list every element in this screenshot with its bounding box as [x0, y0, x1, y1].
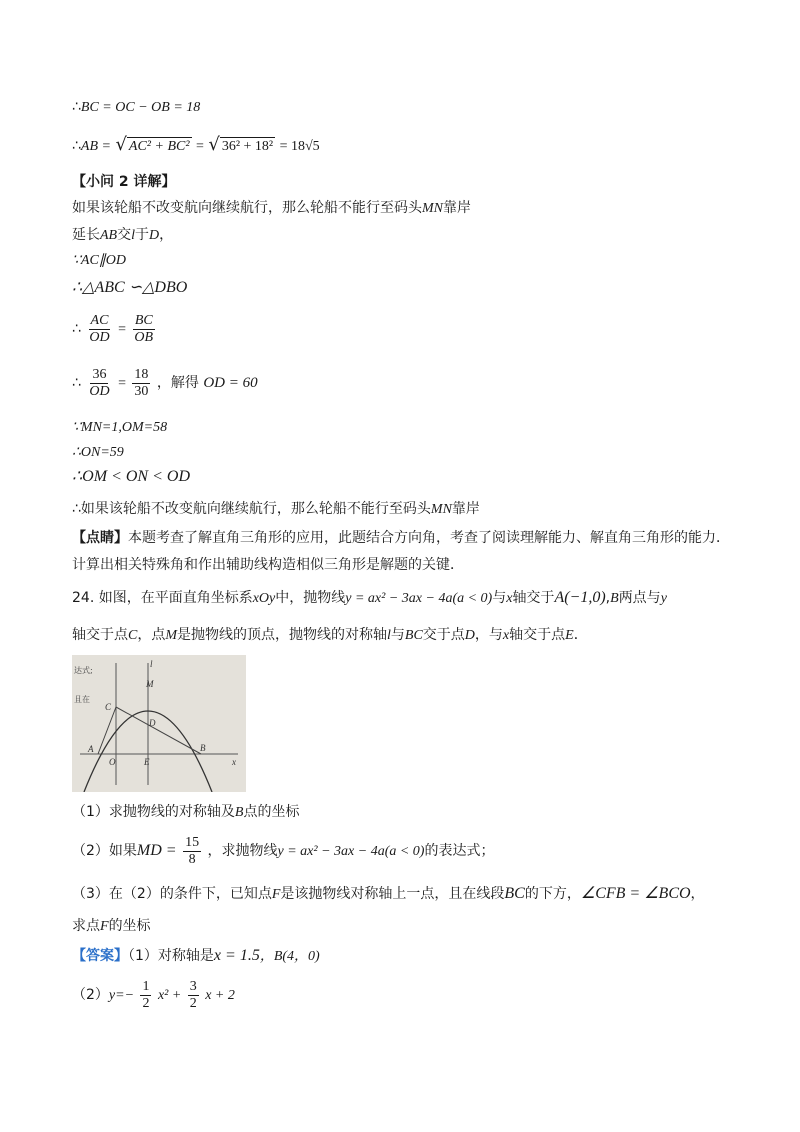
text: （2）	[72, 987, 109, 1003]
var-md: MD =	[136, 842, 177, 859]
var-x: x	[506, 591, 513, 606]
fig-text-1: 达式;	[74, 666, 93, 675]
text: y=−	[108, 988, 135, 1003]
point-b: ，B(4，0)	[259, 949, 320, 964]
fraction-18-30	[132, 367, 150, 400]
equation-ab-lhs: AB =	[80, 139, 111, 154]
label-m: M	[146, 679, 154, 689]
text: 轴交于	[512, 590, 555, 606]
var-bc: BC	[404, 628, 423, 643]
numerator: 36	[92, 366, 107, 382]
subq-1	[72, 802, 299, 823]
text: 的坐标	[108, 918, 151, 934]
text: （1）求抛物线的对称轴及	[72, 804, 235, 820]
q2-line2	[72, 225, 173, 246]
result-od: OD = 60	[203, 375, 258, 391]
var-f: F	[271, 887, 281, 902]
text: 交于点	[422, 627, 465, 643]
text: 延长	[72, 227, 100, 243]
text: 轴交于点	[509, 627, 566, 643]
text: 两点与	[618, 590, 661, 606]
label-c: C	[105, 702, 112, 712]
denominator: OB	[134, 329, 154, 345]
text: ，	[690, 886, 705, 902]
text: 交	[117, 227, 132, 243]
text: 是抛物线的顶点，抛物线的对称轴	[177, 627, 388, 643]
point-a: A(−1,0)	[554, 589, 606, 606]
subq-2	[72, 834, 494, 869]
line-bc	[72, 97, 200, 118]
equation-bc: BC = OC − OB = 18	[80, 100, 201, 115]
comment-tag: 【点睛】	[72, 530, 128, 546]
text: 与	[492, 590, 507, 606]
q2-line10	[72, 499, 480, 520]
numerator: 3	[189, 978, 197, 994]
fraction-ac-od	[87, 313, 111, 346]
denominator: OD	[89, 383, 110, 399]
comment-line1	[72, 528, 730, 548]
subq-3-line2	[72, 916, 151, 937]
numerator: 1	[142, 978, 150, 994]
var-x: x	[502, 628, 510, 643]
text: 24. 如图，在平面直角坐标系	[72, 590, 253, 606]
therefore-symbol: ∴	[72, 99, 81, 115]
parabola-equation: y = ax² − 3ax − 4a(a < 0)	[345, 591, 493, 606]
text: 中，抛物线	[275, 590, 346, 606]
subq-3-line1	[72, 884, 705, 905]
text: （3）在（2）的条件下，已知点	[72, 886, 272, 902]
denominator: 30	[134, 383, 149, 399]
problem24-line2	[72, 625, 588, 646]
var-mn: MN	[422, 201, 443, 216]
equals-sign: =	[196, 139, 204, 154]
var-mn: MN	[430, 502, 452, 517]
equation-ab-result: = 18√5	[279, 139, 320, 154]
text: 于	[135, 227, 149, 243]
label-x: x	[232, 757, 236, 767]
text: 与	[390, 627, 405, 643]
var-y: y	[660, 591, 667, 606]
text: 求点	[72, 918, 100, 934]
text: （1）对称轴是	[128, 948, 214, 964]
q2-line4: ∴△ABC ∽△DBO	[72, 279, 188, 296]
text: 靠岸	[443, 200, 471, 216]
q2-line9: ∴OM < ON < OD	[72, 468, 190, 485]
denominator: 8	[188, 851, 196, 867]
text: 是该抛物线对称轴上一点，且在线段	[280, 886, 505, 902]
angle-equation: ∠CFB = ∠BCO	[580, 885, 691, 902]
fraction-36-od	[87, 367, 111, 400]
text: 靠岸	[451, 501, 480, 517]
fraction-bc-ob	[132, 313, 155, 346]
text: ，解得	[156, 375, 199, 391]
text: 的表达式；	[424, 843, 495, 859]
comment-line2: 计算出相关特殊角和作出辅助线构造相似三角形是解题的关键．	[72, 557, 464, 573]
q2-line1	[72, 198, 471, 219]
numerator: 18	[134, 366, 149, 382]
equals-sign: =	[118, 376, 126, 391]
fig-text-2: 且在	[74, 695, 90, 704]
denominator: OD	[89, 329, 110, 345]
var-d: D	[464, 628, 475, 643]
denominator: 2	[189, 995, 197, 1011]
label-l: l	[150, 659, 153, 669]
text: ．	[573, 627, 588, 643]
text: ,	[605, 590, 611, 606]
q2-fraction-2	[72, 366, 258, 401]
numerator: AC	[90, 312, 109, 328]
label-o: O	[109, 757, 116, 767]
var-e: E	[565, 628, 574, 643]
var-l: l	[387, 628, 391, 643]
var-xoy: xOy	[252, 591, 276, 606]
fraction-3-2	[188, 979, 199, 1012]
text: 如果该轮船不改变航向继续航行，那么轮船不能行至码头	[72, 200, 422, 216]
text: ，点	[137, 627, 166, 643]
text: ∴如果该轮船不改变航向继续航行，那么轮船不能行至码头	[72, 501, 431, 517]
parabola-diagram	[72, 655, 246, 792]
text: x + 2	[205, 988, 235, 1003]
symmetry-axis-eq: x = 1.5	[213, 947, 260, 964]
q2-line7: ∵MN=1,OM=58	[72, 420, 168, 435]
var-b: B	[234, 805, 244, 820]
equals-sign: =	[118, 322, 126, 337]
text: x² +	[157, 988, 182, 1003]
var-l: l	[131, 228, 135, 243]
therefore-symbol: ∴	[72, 375, 81, 391]
var-d: D	[149, 228, 160, 243]
var-bc: BC	[504, 885, 525, 902]
denominator: 2	[142, 995, 150, 1011]
numerator: 15	[185, 834, 200, 850]
parabola-figure	[72, 655, 246, 792]
radicand-2: 36² + 18²	[221, 139, 274, 154]
var-b: B	[610, 591, 619, 606]
numerator: BC	[134, 312, 153, 328]
fraction-15-8	[183, 835, 201, 868]
subsection-heading: 【小问 2 详解】	[72, 174, 176, 190]
problem24-line1	[72, 588, 667, 609]
answer-line2	[72, 978, 235, 1013]
text: ，求抛物线	[207, 843, 278, 859]
line-ab: ∴AB = √ AC² + BC² = √ 36² + 18² = 18√5	[72, 134, 320, 155]
parabola-equation: y = ax² − 3ax − 4a(a < 0)	[277, 844, 425, 859]
text: ，与	[474, 627, 503, 643]
radicand-1: AC² + BC²	[128, 139, 190, 154]
text: 点的坐标	[243, 804, 300, 820]
text: （2）如果	[72, 843, 137, 859]
var-ab: AB	[100, 228, 118, 243]
var-c: C	[128, 628, 138, 643]
text: 轴交于点	[72, 627, 128, 643]
label-b: B	[200, 743, 206, 753]
label-d: D	[149, 718, 156, 728]
fraction-1-2	[140, 979, 151, 1012]
label-a: A	[88, 744, 94, 754]
q2-line3: ∵AC∥OD	[72, 253, 127, 268]
q2-line8: ∴ON=59	[72, 445, 124, 460]
therefore-symbol: ∴	[72, 138, 81, 154]
q2-fraction-1	[72, 312, 157, 347]
text: ，	[159, 227, 174, 243]
var-f: F	[100, 919, 109, 934]
text: 的下方，	[524, 886, 581, 902]
var-m: M	[165, 628, 178, 643]
text: 本题考查了解直角三角形的应用，此题结合方向角，考查了阅读理解能力、解直角三角形的能力．	[128, 530, 730, 546]
answer-line1	[72, 946, 320, 967]
therefore-symbol: ∴	[72, 321, 81, 337]
answer-tag: 【答案】	[72, 948, 128, 964]
label-e: E	[144, 757, 150, 767]
